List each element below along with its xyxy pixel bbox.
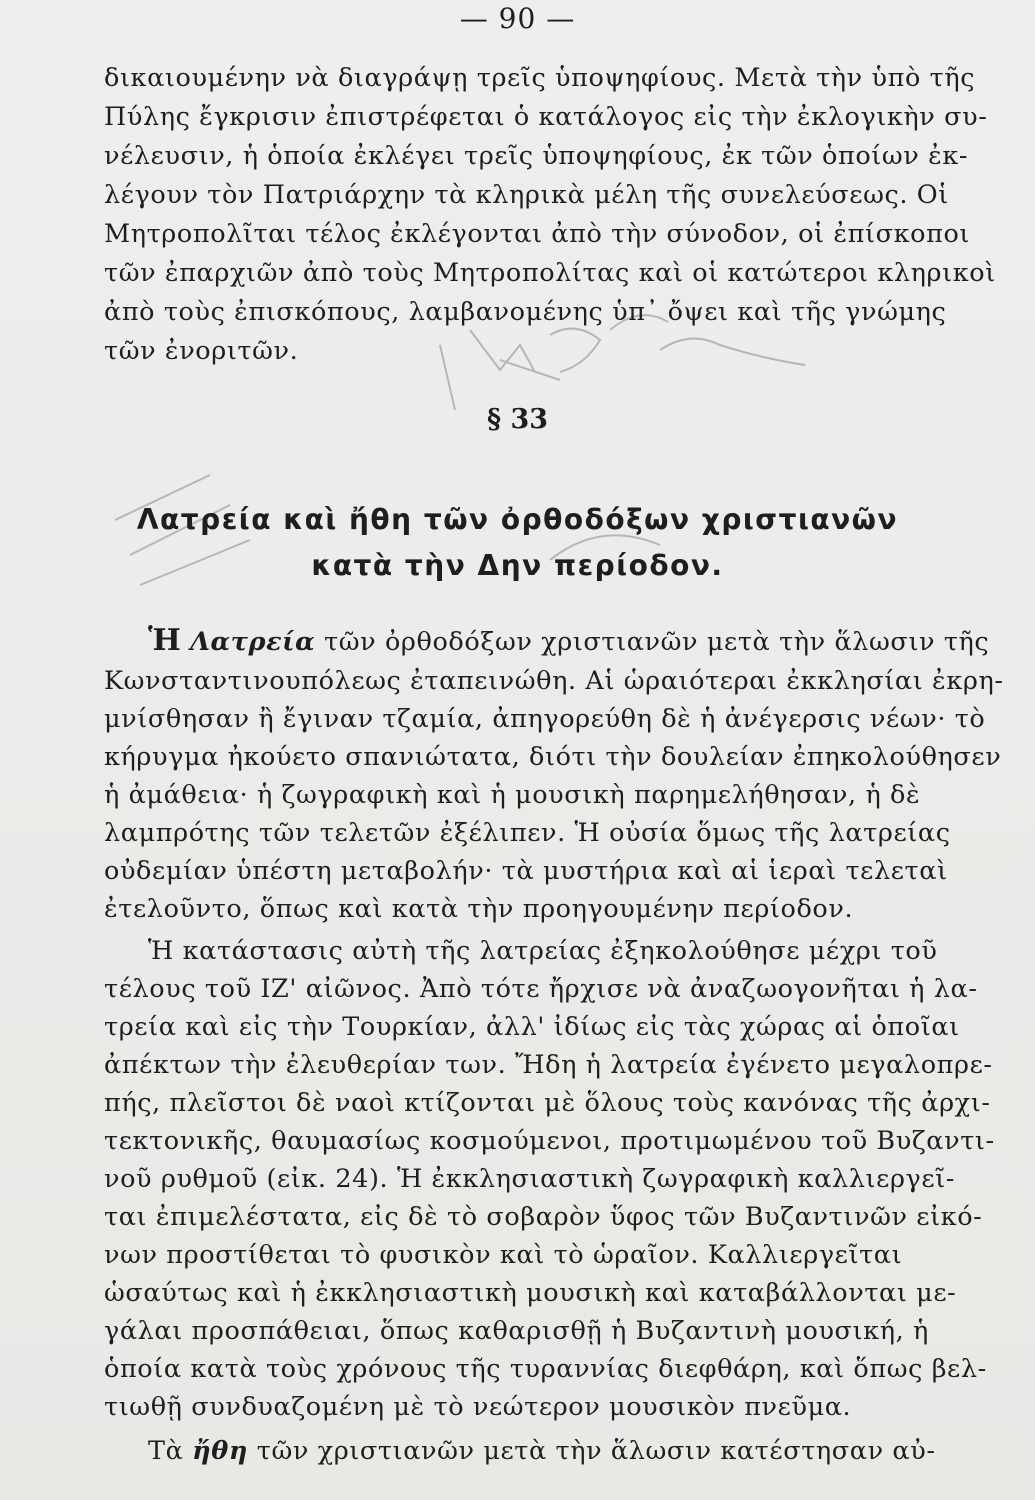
text-line: Ἡ κατάστασις αὐτὴ τῆς λατρείας ἐξηκολούθησε μέχρι τοῦ — [148, 936, 938, 966]
text-line: ἀπέκτων τὴν ἐλευθερίαν των. Ἤδη ἡ λατρεία ἐγένετο μεγαλοπρε- — [104, 1050, 993, 1080]
text-line: νέλευσιν, ἡ ὁποία ἐκλέγει τρεῖς ὑποψηφίους, ἐκ τῶν ὁποίων ἐκ- — [104, 141, 969, 171]
text-line: μνίσθησαν ἢ ἔγιναν τζαμία, ἀπηγορεύθη δὲ ἡ ἀνέγερσις νέων· τὸ — [104, 704, 986, 734]
text-line: Κωνσταντινουπόλεως ἐταπεινώθη. Αἱ ὡραιότεραι ἐκκλησίαι ἐκρη- — [104, 666, 1004, 696]
text-line: Μητροπολῖται τέλος ἐκλέγονται ἀπὸ τὴν σύνοδον, οἱ ἐπίσκοποι — [104, 219, 970, 249]
paragraph-3-first-line — [148, 1435, 1035, 1467]
text-fragment: τῶν χριστιανῶν μετὰ τὴν ἅλωσιν κατέστησαν αὐ- — [248, 1436, 936, 1466]
text-line: οὐδεμίαν ὑπέστη μεταβολήν· τὰ μυστήρια καὶ αἱ ἱεραὶ τελεταὶ — [104, 856, 948, 886]
text-fragment: Τὰ — [148, 1436, 193, 1466]
text-line: τρεία καὶ εἰς τὴν Τουρκίαν, ἀλλ' ἰδίως εἰς τὰς χώρας αἱ ὁποῖαι — [104, 1012, 960, 1042]
text-line: ἐτελοῦντο, ὅπως καὶ κατὰ τὴν προηγουμένην περίοδον. — [104, 894, 854, 924]
text-line: νοῦ ρυθμοῦ (εἰκ. 24). Ἡ ἐκκλησιαστικὴ ζωγραφικὴ καλλιεργεῖ- — [104, 1164, 956, 1194]
text-line: τῶν ἐνοριτῶν. — [104, 336, 299, 366]
text-line: γάλαι προσπάθειαι, ὅπως καθαρισθῇ ἡ Βυζαντινὴ μουσική, ἡ — [104, 1316, 929, 1346]
text-line: ἀπὸ τοὺς ἐπισκόπους, λαμβανομένης ὑπ᾿ ὄψει καὶ τῆς γνώμης — [104, 297, 947, 327]
text-line: νων προστίθεται τὸ φυσικὸν καὶ τὸ ὡραῖον. Καλλιεργεῖται — [104, 1240, 903, 1270]
text-line: ὡσαύτως καὶ ἡ ἐκκλησιαστικὴ μουσικὴ καὶ καταβάλλονται με- — [104, 1278, 957, 1308]
text-line: πής, πλεῖστοι δὲ ναοὶ κτίζονται μὲ ὅλους τοὺς κανόνας τῆς ἀρχι- — [104, 1088, 991, 1118]
text-line: Πύλης ἔγκρισιν ἐπιστρέφεται ὁ κατάλογος εἰς τὴν ἐκλογικὴν συ- — [104, 102, 988, 132]
section-number: § 33 — [486, 404, 549, 435]
text-line: τέλους τοῦ ΙΖ' αἰῶνος. Ἀπὸ τότε ἤρχισε νὰ ἀναζωογονῆται ἡ λα- — [104, 974, 978, 1004]
text-fragment: τῶν ὀρθοδόξων χριστιανῶν μετὰ τὴν ἅλωσιν τῆς — [315, 627, 990, 657]
paragraph-initial-word: Ἡ — [148, 623, 182, 658]
emphasized-word: ἤθη — [192, 1436, 249, 1466]
text-line: ται ἐπιμελέστατα, εἰς δὲ τὸ σοβαρὸν ὕφος τῶν Βυζαντινῶν εἰκό- — [104, 1202, 983, 1232]
page-number: — 90 — — [459, 2, 576, 35]
text-line: τῶν ἐπαρχιῶν ἀπὸ τοὺς Μητροπολίτας καὶ οἱ κατώτεροι κληρικοὶ — [104, 258, 996, 288]
text-line: ὁποία κατὰ τοὺς χρόνους τῆς τυραννίας διεφθάρη, καὶ ὅπως βελ- — [104, 1354, 987, 1384]
paragraph-1-first-line — [148, 625, 1035, 658]
text-line: κήρυγμα ἠκούετο σπανιώτατα, διότι τὴν δουλείαν ἐπηκολούθησεν — [104, 742, 1002, 772]
text-line: δικαιουμένην νὰ διαγράψῃ τρεῖς ὑποψηφίους. Μετὰ τὴν ὑπὸ τῆς — [104, 63, 976, 93]
text-line: τεκτονικῆς, θαυμασίως κοσμούμενοι, προτιμωμένου τοῦ Βυζαντι- — [104, 1126, 995, 1156]
text-line: ἡ ἀμάθεια· ἡ ζωγραφικὴ καὶ ἡ μουσικὴ παρημελήθησαν, ἡ δὲ — [104, 780, 921, 810]
section-heading-line-1: Λατρεία καὶ ἤθη τῶν ὀρθοδόξων χριστιανῶν — [136, 503, 899, 536]
emphasized-word: Λατρεία — [190, 627, 316, 657]
text-line: τιωθῇ συνδυαζομένη μὲ τὸ νεώτερον μουσικὸν πνεῦμα. — [104, 1392, 852, 1422]
text-line: λαμπρότης τῶν τελετῶν ἐξέλιπεν. Ἡ οὐσία ὅμως τῆς λατρείας — [104, 818, 951, 848]
section-heading-line-2: κατὰ τὴν Δην περίοδον. — [311, 549, 724, 582]
text-line: λέγουν τὸν Πατριάρχην τὰ κληρικὰ μέλη τῆς συνελεύσεως. Οἱ — [104, 180, 949, 210]
